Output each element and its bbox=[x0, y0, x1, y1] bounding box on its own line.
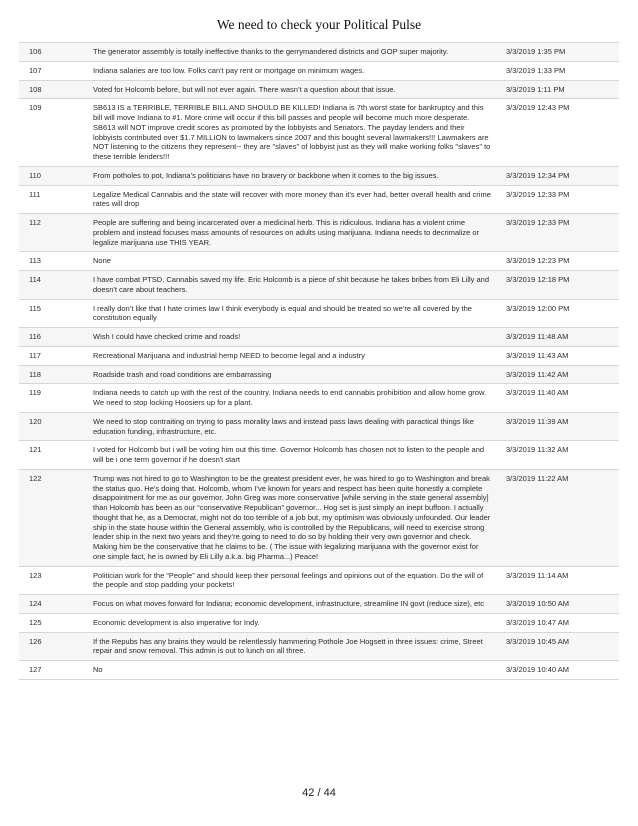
response-number: 127 bbox=[19, 661, 86, 680]
response-text: Roadside trash and road conditions are embarrassing bbox=[86, 365, 501, 384]
response-timestamp: 3/3/2019 11:22 AM bbox=[501, 469, 619, 566]
table-row bbox=[19, 185, 619, 214]
response-timestamp: 3/3/2019 11:40 AM bbox=[501, 384, 619, 413]
response-text: If the Repubs has any brains they would be relentlessly hammering Pothole Joe Hogsett in three issues: crime, Street repair and snow removal. This admin is out to lunch on all three. bbox=[86, 632, 501, 661]
response-timestamp: 3/3/2019 12:34 PM bbox=[501, 166, 619, 185]
response-timestamp: 3/3/2019 11:32 AM bbox=[501, 441, 619, 470]
response-text: Indiana needs to catch up with the rest of the country. Indiana needs to end cannabis prohibition and allow home grow. We need to stop locking Hoosiers up for a plant. bbox=[86, 384, 501, 413]
response-text: People are suffering and being incarcerated over a medicinal herb. This is ridiculous. Indiana has a violent crime problem and instead focuses mass amounts of resources on adults using marijuana. Indiana needs to decrimalize or legalize marijuana use THIS YEAR. bbox=[86, 214, 501, 252]
table-row bbox=[19, 214, 619, 252]
response-number: 114 bbox=[19, 271, 86, 300]
response-text: We need to stop contraiting on trying to pass morality laws and instead pass laws dealing with paractical things like education funding, infrastructure, etc. bbox=[86, 412, 501, 441]
response-number: 113 bbox=[19, 252, 86, 271]
table-row bbox=[19, 441, 619, 470]
response-number: 126 bbox=[19, 632, 86, 661]
response-timestamp: 3/3/2019 12:18 PM bbox=[501, 271, 619, 300]
response-text: None bbox=[86, 252, 501, 271]
table-row bbox=[19, 43, 619, 62]
response-timestamp: 3/3/2019 1:11 PM bbox=[501, 80, 619, 99]
response-number: 121 bbox=[19, 441, 86, 470]
response-timestamp: 3/3/2019 12:43 PM bbox=[501, 99, 619, 167]
response-number: 123 bbox=[19, 566, 86, 595]
responses-table bbox=[19, 42, 619, 680]
response-timestamp: 3/3/2019 1:33 PM bbox=[501, 61, 619, 80]
table-row bbox=[19, 61, 619, 80]
response-timestamp: 3/3/2019 12:23 PM bbox=[501, 252, 619, 271]
response-timestamp: 3/3/2019 11:48 AM bbox=[501, 328, 619, 347]
response-text: Politician work for the “People” and should keep their personal feelings and opinions out of the equation. Do the will of the people and stop padding your pockets! bbox=[86, 566, 501, 595]
response-number: 111 bbox=[19, 185, 86, 214]
response-number: 115 bbox=[19, 299, 86, 328]
response-number: 116 bbox=[19, 328, 86, 347]
response-number: 109 bbox=[19, 99, 86, 167]
response-timestamp: 3/3/2019 11:39 AM bbox=[501, 412, 619, 441]
response-number: 107 bbox=[19, 61, 86, 80]
response-number: 108 bbox=[19, 80, 86, 99]
response-timestamp: 3/3/2019 1:35 PM bbox=[501, 43, 619, 62]
response-text: The generator assembly is totally ineffective thanks to the gerrymandered districts and GOP super majority. bbox=[86, 43, 501, 62]
table-row bbox=[19, 99, 619, 167]
response-timestamp: 3/3/2019 11:42 AM bbox=[501, 365, 619, 384]
table-row bbox=[19, 252, 619, 271]
table-row bbox=[19, 346, 619, 365]
response-text: From potholes to pot, Indiana’s politicians have no bravery or backbone when it comes to the big issues. bbox=[86, 166, 501, 185]
response-text: SB613 IS a TERRIBLE, TERRIBLE BILL AND SHOULD BE KILLED! Indiana is 7th worst state for bankruptcy and this bill will move Indiana to #1. More crime will occur if this bill passes and people will become much more desperate. SB613 will NOT improve credit scores as promoted by the lobbyists and Senators. The payday lenders and their lobbyists contributed over $1.7 MILLION to lawmakers since 2007 and this bought several lawmakers!!! Lawmakers are NOT listening to the citizens they represent-- they are "slaves" of lobbyist just as they will make working folks "slaves" to these terrible lenders!!! bbox=[86, 99, 501, 167]
response-text: I have combat PTSD. Cannabis saved my life. Eric Holcomb is a piece of shit because he takes bribes from Eli Lilly and doesn't care about teachers. bbox=[86, 271, 501, 300]
table-row bbox=[19, 384, 619, 413]
response-number: 120 bbox=[19, 412, 86, 441]
table-row bbox=[19, 613, 619, 632]
response-timestamp: 3/3/2019 12:33 PM bbox=[501, 214, 619, 252]
table-row bbox=[19, 469, 619, 566]
responses-table-container bbox=[19, 42, 619, 680]
table-row bbox=[19, 271, 619, 300]
table-row bbox=[19, 661, 619, 680]
response-text: I voted for Holcomb but i will be voting him out this time. Governor Holcomb has chosen not to listen to the people and will be i one term governor if he doesn't start bbox=[86, 441, 501, 470]
response-text: Recreational Marijuana and industrial hemp NEED to become legal and a industry bbox=[86, 346, 501, 365]
table-row bbox=[19, 328, 619, 347]
table-row bbox=[19, 80, 619, 99]
response-number: 119 bbox=[19, 384, 86, 413]
responses-table-body bbox=[19, 43, 619, 680]
response-text: Legalize Medical Cannabis and the state will recover with more money than it's ever had, better overall health and crime rates will drop bbox=[86, 185, 501, 214]
response-text: I really don’t like that I hate crimes law I think everybody is equal and should be treated so we’re all covered by the constitution equally bbox=[86, 299, 501, 328]
response-text: Trump was not hired to go to Washington to be the greatest president ever, he was hired to go to Washington and break the status quo. He’s doing that. Holcomb, whom I’ve known for years and respect has been quite honestly a complete disappointment for me as our governor. John Greg was more conservative [while serving in the state general assembly] than Holcomb has been as our “conservative Republican” governor... Hog set is just simply an inept buffoon. I actually thought that he, as a Democrat, might not do too terrible of a job but, my optimism was obviously unfounded. Our leader ship in the state house within the General assembly, who is controlled by the Republicans, will need to exercise strong leader ship in the next two years and they’re going to need to do so by holding their very own governor and check. Making him be the conservative that he claims to be. ( The issue with legalizing marijuana with the governor exist for one simple fact, he is owned by Eli Lilly a.k.a. big Pharma...) Peace! bbox=[86, 469, 501, 566]
response-number: 117 bbox=[19, 346, 86, 365]
response-timestamp: 3/3/2019 12:33 PM bbox=[501, 185, 619, 214]
response-timestamp: 3/3/2019 11:43 AM bbox=[501, 346, 619, 365]
response-number: 112 bbox=[19, 214, 86, 252]
table-row bbox=[19, 299, 619, 328]
response-number: 124 bbox=[19, 595, 86, 614]
response-timestamp: 3/3/2019 10:40 AM bbox=[501, 661, 619, 680]
table-row bbox=[19, 566, 619, 595]
page-number: 42 / 44 bbox=[302, 787, 336, 799]
page-title: We need to check your Political Pulse bbox=[216, 17, 422, 32]
response-number: 125 bbox=[19, 613, 86, 632]
response-number: 118 bbox=[19, 365, 86, 384]
table-row bbox=[19, 632, 619, 661]
response-number: 106 bbox=[19, 43, 86, 62]
response-number: 110 bbox=[19, 166, 86, 185]
table-row bbox=[19, 412, 619, 441]
table-row bbox=[19, 166, 619, 185]
table-row bbox=[19, 365, 619, 384]
response-timestamp: 3/3/2019 10:50 AM bbox=[501, 595, 619, 614]
response-number: 122 bbox=[19, 469, 86, 566]
response-text: Wish I could have checked crime and roads! bbox=[86, 328, 501, 347]
response-timestamp: 3/3/2019 10:47 AM bbox=[501, 613, 619, 632]
response-timestamp: 3/3/2019 11:14 AM bbox=[501, 566, 619, 595]
response-text: Voted for Holcomb before, but will not ever again. There wasn’t a question about that issue. bbox=[86, 80, 501, 99]
response-text: Indiana salaries are too low. Folks can't pay rent or mortgage on minimum wages. bbox=[86, 61, 501, 80]
response-timestamp: 3/3/2019 12:00 PM bbox=[501, 299, 619, 328]
response-text: No bbox=[86, 661, 501, 680]
response-text: Economic development is also imperative for Indy. bbox=[86, 613, 501, 632]
table-row bbox=[19, 595, 619, 614]
response-text: Focus on what moves forward for Indiana; economic development, infrastructure, streamline IN govt (reduce size), etc bbox=[86, 595, 501, 614]
response-timestamp: 3/3/2019 10:45 AM bbox=[501, 632, 619, 661]
